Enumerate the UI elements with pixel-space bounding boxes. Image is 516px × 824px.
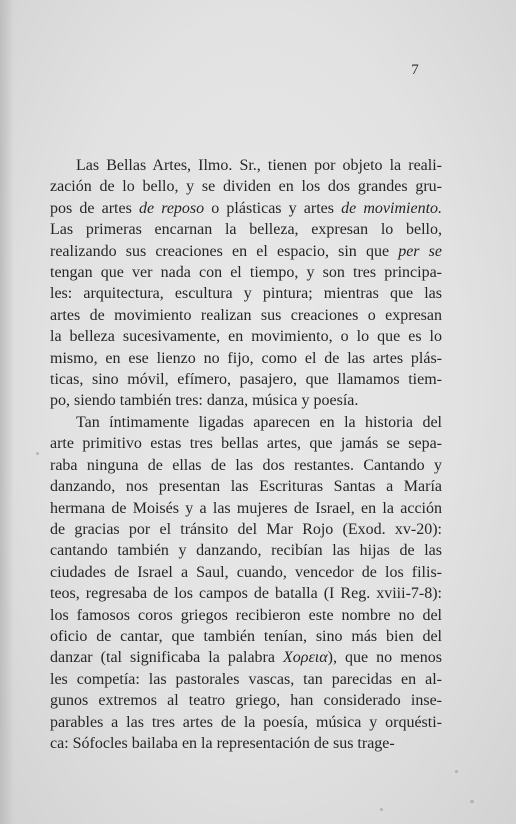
text-segment: gunos extremos al teatro griego, han considerado inse- bbox=[50, 692, 442, 710]
italic-text: per se bbox=[398, 242, 443, 260]
text-segment: hermana de Moisés y a las mujeres de Israel, en la acción bbox=[50, 499, 442, 517]
text-line bbox=[50, 155, 442, 176]
text-line bbox=[50, 498, 442, 519]
text-segment: mismo, en ese lienzo no fijo, como el de las artes plás- bbox=[50, 349, 442, 367]
text-segment: zación de lo bello, y se dividen en los dos grandes gru- bbox=[50, 178, 442, 196]
text-line bbox=[50, 305, 442, 326]
text-segment: tengan que ver nada con el tiempo, y son tres principa- bbox=[50, 264, 442, 282]
text-segment: de gracias por el tránsito del Mar Rojo (Exod. xv-20): bbox=[50, 520, 442, 538]
text-segment: teos, regresaba de los campos de batalla (I Reg. xviii-7-8): bbox=[50, 585, 442, 603]
text-segment: les: arquitectura, escultura y pintura; mientras que las bbox=[50, 285, 442, 303]
text-segment: realizando sus creaciones en el espacio, sin que bbox=[50, 242, 399, 260]
text-line bbox=[50, 519, 442, 540]
text-line bbox=[50, 348, 442, 369]
text-line bbox=[50, 562, 442, 583]
text-line bbox=[50, 390, 442, 411]
text-segment: parables a las tres artes de la poesía, música y orquésti- bbox=[50, 713, 442, 731]
text-line bbox=[50, 369, 442, 390]
text-line bbox=[50, 326, 442, 347]
paragraph bbox=[50, 412, 442, 755]
page-gutter-shadow bbox=[0, 0, 14, 824]
text-segment: la belleza sucesivamente, en movimiento, o lo que es lo bbox=[50, 328, 442, 346]
text-line bbox=[50, 198, 442, 219]
page-number: 7 bbox=[411, 62, 419, 78]
text-line bbox=[50, 540, 442, 561]
text-line bbox=[50, 712, 442, 733]
text-segment: les competía: las pastorales vascas, tan parecidas en al- bbox=[50, 670, 442, 688]
text-line bbox=[50, 647, 442, 668]
italic-text: de reposo bbox=[138, 199, 205, 217]
text-segment: o plásticas y artes bbox=[204, 199, 342, 217]
text-line bbox=[50, 176, 442, 197]
paper-speck bbox=[380, 808, 383, 811]
text-segment: raba ninguna de ellas de las dos restantes. Cantando y bbox=[50, 456, 442, 474]
text-line bbox=[50, 455, 442, 476]
text-segment: artes de movimiento realizan sus creaciones o expresan bbox=[50, 306, 442, 324]
text-segment: ciudades de Israel a Saul, cuando, vencedor de los filis- bbox=[50, 563, 442, 581]
text-line bbox=[50, 412, 442, 433]
text-segment: Las primeras encarnan la belleza, expresan lo bello, bbox=[50, 221, 442, 239]
text-segment: ), que no menos bbox=[327, 649, 442, 667]
italic-text: Χορεια bbox=[283, 649, 328, 667]
text-segment: Las Bellas Artes, Ilmo. Sr., tienen por objeto la reali- bbox=[76, 157, 442, 174]
text-segment: cantando también y danzando, recibían las hijas de las bbox=[50, 542, 442, 560]
text-segment: po, siendo también tres: danza, música y poesía. bbox=[50, 392, 359, 410]
text-line bbox=[50, 476, 442, 497]
text-segment: los famosos coros griegos recibieron este nombre no del bbox=[50, 606, 442, 624]
text-line bbox=[50, 283, 442, 304]
paper-speck bbox=[36, 452, 39, 455]
text-line bbox=[50, 733, 442, 754]
text-segment: ca: Sófocles bailaba en la representación de sus trage- bbox=[50, 734, 395, 752]
text-line bbox=[50, 433, 442, 454]
text-line bbox=[50, 262, 442, 283]
text-segment: oficio de cantar, que también tenían, sino más bien del bbox=[50, 627, 442, 645]
text-segment: danzando, nos presentan las Escrituras Santas a María bbox=[50, 478, 442, 496]
paragraph bbox=[50, 155, 442, 412]
text-line bbox=[50, 669, 442, 690]
text-line bbox=[50, 241, 442, 262]
text-line bbox=[50, 626, 442, 647]
text-line bbox=[50, 219, 442, 240]
text-segment: ticas, sino móvil, efímero, pasajero, que llamamos tiem- bbox=[50, 371, 442, 389]
text-line bbox=[50, 583, 442, 604]
text-segment: arte primitivo estas tres bellas artes, que jamás se sepa- bbox=[50, 435, 442, 453]
paper-speck bbox=[470, 800, 474, 803]
body-text bbox=[50, 155, 442, 754]
italic-text: de movimiento. bbox=[341, 199, 443, 217]
text-line bbox=[50, 605, 442, 626]
text-segment: Tan íntimamente ligadas aparecen en la historia del bbox=[76, 413, 442, 431]
text-segment: pos de artes bbox=[50, 199, 139, 217]
paper-speck bbox=[455, 770, 458, 773]
text-segment: danzar (tal significaba la palabra bbox=[50, 649, 284, 667]
text-line bbox=[50, 690, 442, 711]
